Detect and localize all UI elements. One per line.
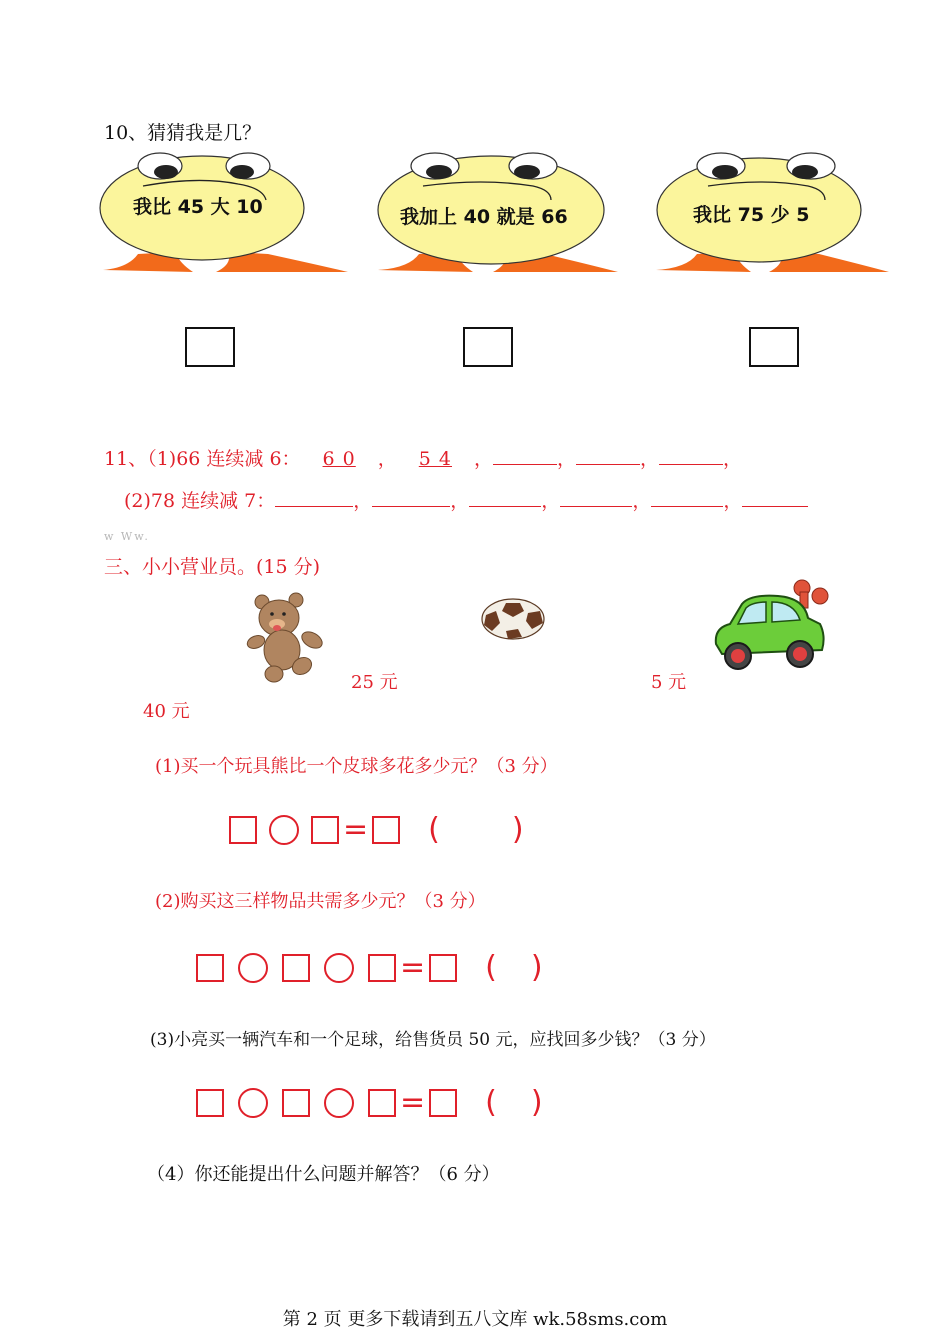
operand-box[interactable] — [282, 954, 310, 982]
q11-label: 11、 — [104, 448, 148, 470]
sep: ， — [541, 490, 561, 512]
watermark-text: w Ww. — [104, 530, 150, 543]
q11-part1 — [104, 444, 742, 471]
section3-title: 三、小小营业员。(15 分) — [104, 556, 321, 578]
operator-circle[interactable] — [324, 953, 354, 983]
operand-box[interactable] — [196, 1089, 224, 1117]
price-bear: 40 元 — [143, 701, 190, 722]
sep: ， — [353, 490, 373, 512]
paren-open: ( — [485, 950, 497, 985]
q10-title: 10、猜猜我是几？ — [104, 122, 262, 144]
operand-box[interactable] — [368, 954, 396, 982]
sep: ， — [632, 490, 652, 512]
sep: ， — [377, 448, 397, 470]
result-box[interactable] — [372, 816, 400, 844]
teddy-bear-image — [244, 592, 326, 684]
paren-open: ( — [485, 1085, 497, 1120]
operator-circle[interactable] — [324, 1088, 354, 1118]
q1-text: (1)买一个玩具熊比一个皮球多花多少元？（3 分） — [155, 756, 558, 777]
sep: ， — [640, 448, 660, 470]
blank[interactable] — [651, 488, 723, 507]
operand-box[interactable] — [229, 816, 257, 844]
operand-box[interactable] — [282, 1089, 310, 1117]
blank[interactable] — [560, 488, 632, 507]
operator-circle[interactable] — [238, 953, 268, 983]
blank[interactable] — [493, 446, 557, 465]
paren-close: ) — [530, 1085, 543, 1120]
blank[interactable] — [659, 446, 723, 465]
equals-sign: = — [400, 950, 426, 985]
sep: ， — [557, 448, 577, 470]
q11-part2 — [124, 486, 808, 513]
sep: ， — [474, 448, 494, 470]
paren-open: ( — [428, 812, 440, 847]
q4-text: （4）你还能提出什么问题并解答？（6 分） — [147, 1164, 500, 1185]
result-box[interactable] — [429, 954, 457, 982]
answer-box-3[interactable] — [749, 327, 799, 367]
frog-3-text: 我比 75 少 5 — [693, 204, 810, 226]
answer-box-2[interactable] — [463, 327, 513, 367]
blank[interactable] — [469, 488, 541, 507]
operator-circle[interactable] — [238, 1088, 268, 1118]
sep: ， — [450, 490, 470, 512]
operand-box[interactable] — [311, 816, 339, 844]
paren-close: ) — [530, 950, 543, 985]
equation-1 — [229, 812, 524, 847]
equals-sign: = — [400, 1085, 426, 1120]
page-footer: 第 2 页 更多下载请到五八文库 wk.58sms.com — [282, 1309, 668, 1330]
paren-close: ) — [511, 812, 524, 847]
q11-answer-2: 5 4 — [418, 448, 452, 470]
blank[interactable] — [372, 488, 450, 507]
operator-circle[interactable] — [269, 815, 299, 845]
equation-2 — [196, 950, 543, 985]
blank[interactable] — [576, 446, 640, 465]
price-car: 5 元 — [651, 672, 687, 693]
blank[interactable] — [275, 488, 353, 507]
toy-car-image — [708, 578, 830, 678]
answer-box-1[interactable] — [185, 327, 235, 367]
q2-text: (2)购买这三样物品共需多少元？（3 分） — [155, 891, 486, 912]
equation-3 — [196, 1085, 543, 1120]
q11-part1-prefix: （1)66 连续减 6： — [147, 448, 301, 470]
frog-1-text: 我比 45 大 10 — [133, 196, 263, 218]
q3-text: (3)小亮买一辆汽车和一个足球，给售货员 50 元，应找回多少钱？（3 分） — [150, 1030, 716, 1050]
soccer-ball-image — [480, 597, 546, 641]
q11-part2-prefix: (2)78 连续减 7： — [124, 490, 276, 512]
price-ball: 25 元 — [351, 672, 398, 693]
operand-box[interactable] — [368, 1089, 396, 1117]
blank[interactable] — [742, 488, 808, 507]
operand-box[interactable] — [196, 954, 224, 982]
frog-2-text: 我加上 40 就是 66 — [400, 206, 568, 228]
sep: ， — [723, 490, 743, 512]
q11-answer-1: 6 0 — [322, 448, 356, 470]
sep: ， — [723, 448, 743, 470]
equals-sign: = — [343, 812, 369, 847]
result-box[interactable] — [429, 1089, 457, 1117]
